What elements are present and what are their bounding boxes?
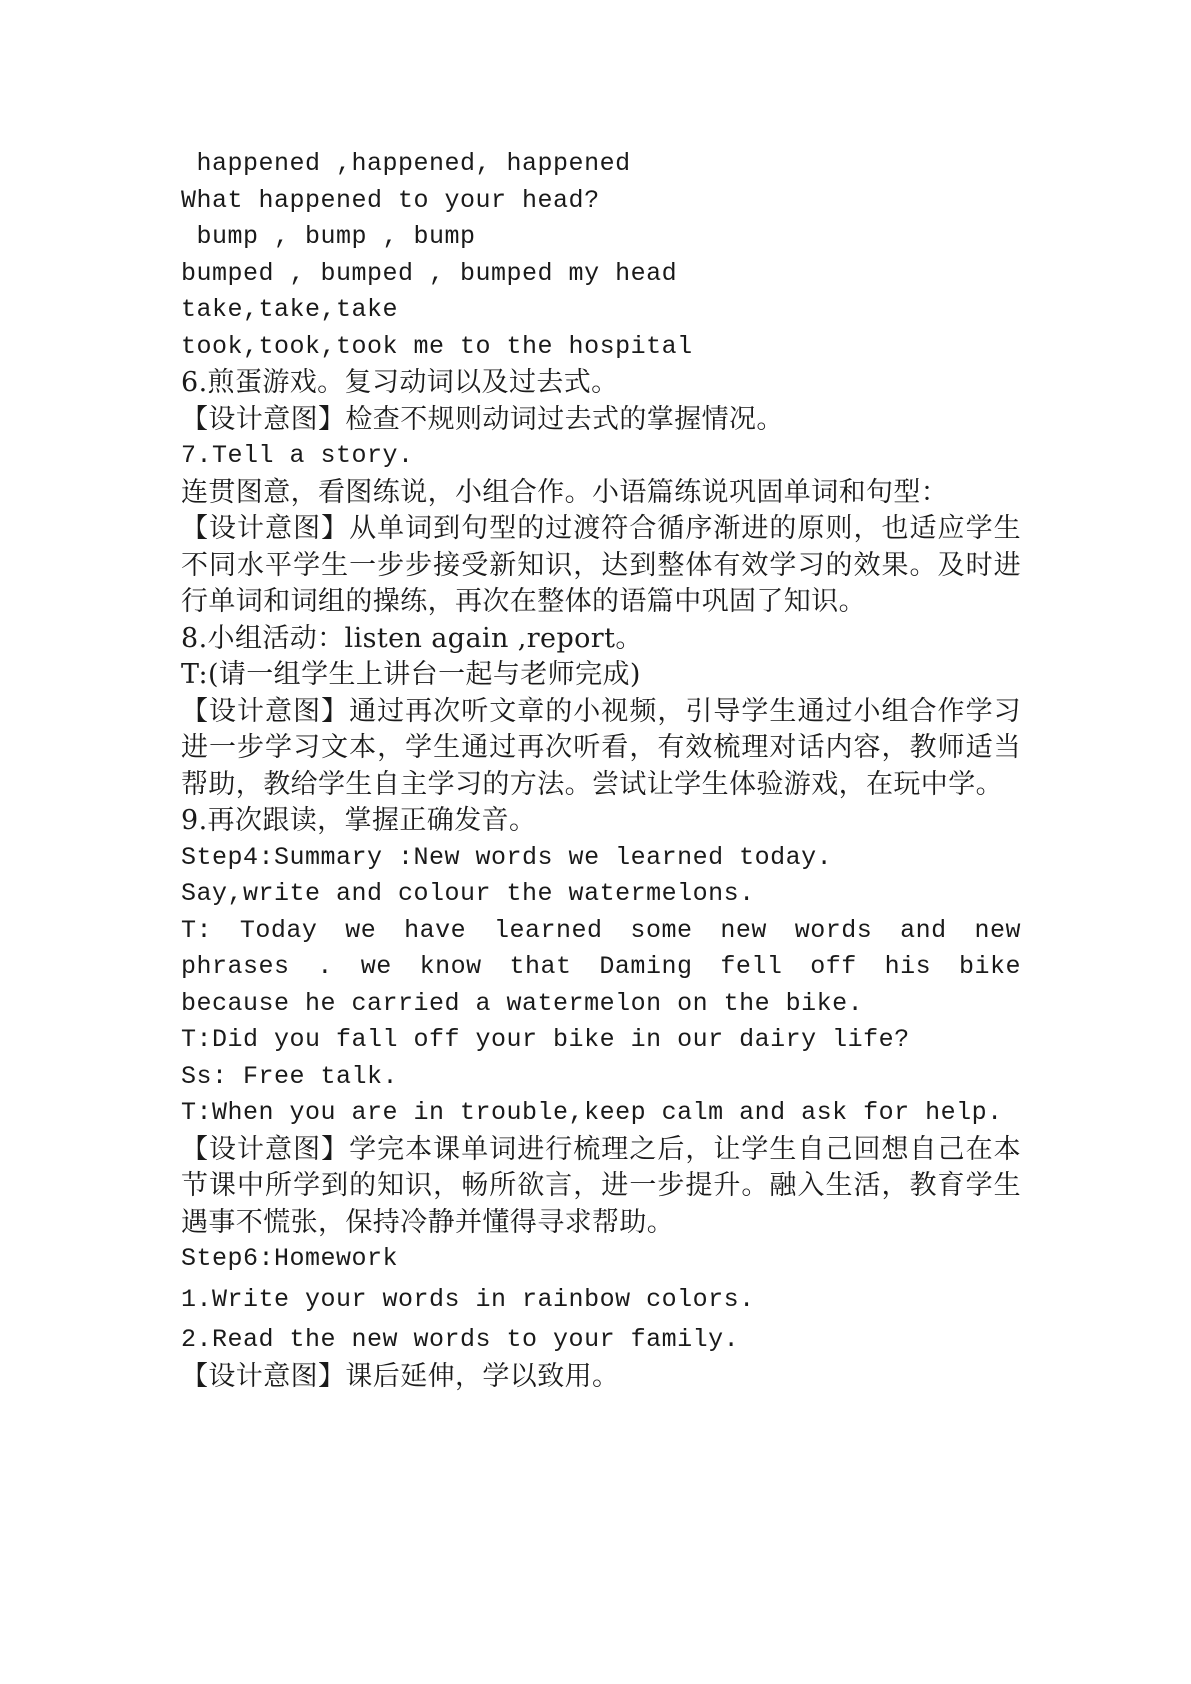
item9-title: 9.再次跟读，掌握正确发音。: [181, 805, 537, 836]
step4-task: Say,write and colour the watermelons.: [181, 879, 755, 908]
step4-title: Step4:Summary :New words we learned today.: [181, 842, 833, 872]
item7-design-intent: 【设计意图】从单词到句型的过渡符合循序渐进的原则，也适应学生不同水平学生一步步接受新知识，达到整体有效学习的效果。及时进行单词和词组的操练，再次在整体的语篇中巩固了知识。: [181, 513, 1021, 617]
item8-design-intent: 【设计意图】通过再次听文章的小视频，引导学生通过小组合作学习进一步学习文本，学生通过再次听看，有效梳理对话内容，教师适当帮助，教给学生自主学习的方法。尝试让学生体验游戏，在玩中学。: [181, 695, 1021, 800]
drill-line-question: What happened to your head?: [181, 185, 600, 215]
homework-item-1: 1.Write your words in rainbow colors.: [181, 1284, 755, 1314]
homework-item-2: 2.Read the new words to your family.: [181, 1325, 740, 1354]
drill-line-take: take,take,take: [181, 295, 399, 324]
item6-design-intent: 【设计意图】检查不规则动词过去式的掌握情况。: [181, 403, 784, 435]
drill-line-happened: happened ,happened, happened: [181, 149, 631, 178]
step4-students-line: Ss: Free talk.: [181, 1061, 399, 1091]
item7-title: 7.Tell a story.: [181, 441, 414, 470]
step6-design-intent: 【设计意图】课后延伸，学以致用。: [181, 1360, 620, 1392]
document-page: [181, 146, 1021, 1395]
item8-teacher-line: T:(请一组学生上讲台一起与老师完成): [181, 659, 641, 690]
step4-teacher-summary: T: Today we have learned some new words and new phrases . we know that Daming fell off his bike because he carried a watermelon on the bike.: [181, 915, 1021, 1018]
item7-description: 连贯图意，看图练说，小组合作。小语篇练说巩固单词和句型：: [181, 476, 949, 508]
item6-title: 6.煎蛋游戏。复习动词以及过去式。: [181, 367, 619, 398]
item8-title: 8.小组活动：listen again ,report。: [181, 622, 643, 654]
drill-line-bump: bump , bump , bump: [181, 222, 476, 251]
step4-design-intent: 【设计意图】学完本课单词进行梳理之后，让学生自己回想自己在本节课中所学到的知识，畅所欲言，进一步提升。融入生活，教育学生遇事不慌张，保持冷静并懂得寻求帮助。: [181, 1133, 1021, 1238]
step4-teacher-advice: T:When you are in trouble,keep calm and ask for help.: [181, 1098, 1003, 1127]
drill-line-took: took,took,took me to the hospital: [181, 331, 693, 361]
step6-title: Step6:Homework: [181, 1244, 399, 1273]
drill-line-bumped: bumped , bumped , bumped my head: [181, 258, 678, 288]
step4-teacher-question: T:Did you fall off your bike in our dairy life?: [181, 1025, 910, 1054]
